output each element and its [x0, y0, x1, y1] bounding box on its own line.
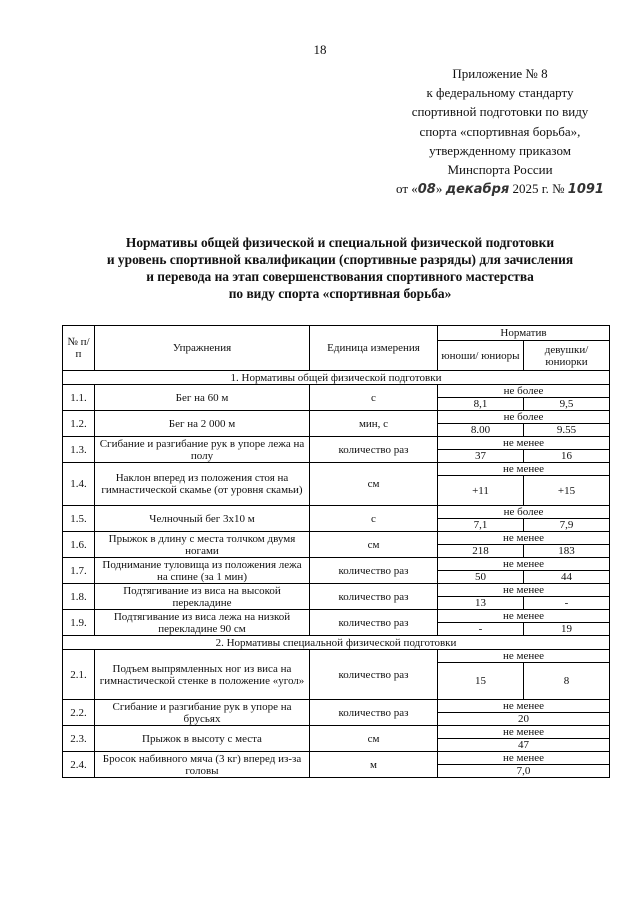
- row-exercise: Бросок набивного мяча (3 кг) вперед из-за головы: [95, 752, 310, 778]
- row-unit: с: [310, 385, 438, 411]
- date-prefix: от «: [396, 181, 418, 197]
- row-number: 1.9.: [63, 610, 95, 636]
- table-row: [63, 532, 610, 545]
- appendix-line: спортивной подготовки по виду: [411, 104, 589, 120]
- row-condition: не менее: [438, 726, 610, 739]
- row-value-girls: 183: [524, 545, 610, 558]
- row-number: 1.3.: [63, 437, 95, 463]
- row-value-boys: 7,1: [438, 519, 524, 532]
- row-number: 1.5.: [63, 506, 95, 532]
- table-row: [63, 610, 610, 623]
- row-condition: не менее: [438, 650, 610, 663]
- order-number-handwritten: 1091: [567, 182, 604, 198]
- row-condition: не менее: [438, 610, 610, 623]
- row-unit: количество раз: [310, 610, 438, 636]
- row-value-girls: 9,5: [524, 398, 610, 411]
- date-year: 2025 г. №: [509, 181, 568, 197]
- row-exercise: Поднимание туловища из положения лежа на спине (за 1 мин): [95, 558, 310, 584]
- table-row: [63, 437, 610, 450]
- row-number: 1.1.: [63, 385, 95, 411]
- row-value-girls: 16: [524, 450, 610, 463]
- table-row: [63, 463, 610, 476]
- header-exercise: Упражнения: [95, 326, 310, 371]
- row-number: 2.4.: [63, 752, 95, 778]
- row-condition: не менее: [438, 752, 610, 765]
- row-condition: не менее: [438, 532, 610, 545]
- row-number: 1.8.: [63, 584, 95, 610]
- row-exercise: Подтягивание из виса лежа на низкой перекладине 90 см: [95, 610, 310, 636]
- row-value-girls: +15: [524, 476, 610, 506]
- row-unit: количество раз: [310, 584, 438, 610]
- row-condition: не более: [438, 411, 610, 424]
- row-value-boys: 15: [438, 663, 524, 700]
- section-title: 1. Нормативы общей физической подготовки: [63, 371, 610, 385]
- row-exercise: Подтягивание из виса на высокой перекладине: [95, 584, 310, 610]
- header-girls: девушки/ юниорки: [524, 341, 610, 371]
- row-value-girls: 9.55: [524, 424, 610, 437]
- row-unit: с: [310, 506, 438, 532]
- order-date-line: [380, 179, 620, 199]
- row-unit: мин, с: [310, 411, 438, 437]
- row-value-boys: -: [438, 623, 524, 636]
- row-unit: см: [310, 532, 438, 558]
- row-unit: см: [310, 726, 438, 752]
- row-value-boys: 13: [438, 597, 524, 610]
- row-number: 2.1.: [63, 650, 95, 700]
- row-exercise: Бег на 2 000 м: [95, 411, 310, 437]
- table-row: [63, 584, 610, 597]
- title-line: по виду спорта «спортивная борьба»: [228, 286, 452, 301]
- appendix-block: [380, 64, 620, 199]
- row-number: 1.6.: [63, 532, 95, 558]
- appendix-line: Приложение № 8: [452, 66, 548, 81]
- row-value-boys: 8,1: [438, 398, 524, 411]
- table-row: [63, 506, 610, 519]
- row-number: 2.2.: [63, 700, 95, 726]
- row-value-both: 47: [438, 739, 610, 752]
- row-value-both: 20: [438, 713, 610, 726]
- header-norm: Норматив: [438, 326, 610, 341]
- date-mid: »: [435, 181, 446, 197]
- table-row: [63, 558, 610, 571]
- section-title: 2. Нормативы специальной физической подготовки: [63, 636, 610, 650]
- row-unit: количество раз: [310, 650, 438, 700]
- date-month-handwritten: декабря: [445, 182, 510, 198]
- row-value-girls: 19: [524, 623, 610, 636]
- row-number: 1.2.: [63, 411, 95, 437]
- row-unit: см: [310, 463, 438, 506]
- standards-table: [62, 325, 610, 778]
- row-condition: не менее: [438, 584, 610, 597]
- row-value-girls: -: [524, 597, 610, 610]
- row-condition: не более: [438, 506, 610, 519]
- row-value-boys: 218: [438, 545, 524, 558]
- section-row: [63, 636, 610, 650]
- table-row: [63, 700, 610, 713]
- row-value-boys: +11: [438, 476, 524, 506]
- table-row: [63, 752, 610, 765]
- row-exercise: Бег на 60 м: [95, 385, 310, 411]
- row-value-girls: 7,9: [524, 519, 610, 532]
- row-value-girls: 44: [524, 571, 610, 584]
- row-value-boys: 37: [438, 450, 524, 463]
- row-unit: м: [310, 752, 438, 778]
- header-unit: Единица измерения: [310, 326, 438, 371]
- table-row: [63, 650, 610, 663]
- row-exercise: Прыжок в длину с места толчком двумя ногами: [95, 532, 310, 558]
- row-condition: не менее: [438, 437, 610, 450]
- row-number: 1.7.: [63, 558, 95, 584]
- row-exercise: Сгибание и разгибание рук в упоре лежа на полу: [95, 437, 310, 463]
- row-exercise: Наклон вперед из положения стоя на гимнастической скамье (от уровня скамьи): [95, 463, 310, 506]
- row-number: 1.4.: [63, 463, 95, 506]
- page-number: 18: [313, 42, 327, 57]
- row-exercise: Челночный бег 3х10 м: [95, 506, 310, 532]
- row-number: 2.3.: [63, 726, 95, 752]
- row-value-boys: 50: [438, 571, 524, 584]
- title-line: Нормативы общей физической и специальной физической подготовки: [125, 235, 555, 250]
- row-unit: количество раз: [310, 700, 438, 726]
- row-exercise: Прыжок в высоту с места: [95, 726, 310, 752]
- title-line: и уровень спортивной квалификации (спортивные разряды) для зачисления: [106, 252, 574, 267]
- row-unit: количество раз: [310, 558, 438, 584]
- row-condition: не более: [438, 385, 610, 398]
- row-condition: не менее: [438, 463, 610, 476]
- row-exercise: Сгибание и разгибание рук в упоре на брусьях: [95, 700, 310, 726]
- table-body: [63, 371, 610, 778]
- row-unit: количество раз: [310, 437, 438, 463]
- appendix-line: к федеральному стандарту: [426, 85, 574, 101]
- row-condition: не менее: [438, 700, 610, 713]
- header-boys: юноши/ юниоры: [438, 341, 524, 371]
- row-value-girls: 8: [524, 663, 610, 700]
- document-title: [60, 234, 620, 302]
- table-row: [63, 385, 610, 398]
- date-day-handwritten: 08: [417, 182, 436, 198]
- row-value-both: 7,0: [438, 765, 610, 778]
- section-row: [63, 371, 610, 385]
- appendix-line: спорта «спортивная борьба»,: [419, 123, 581, 139]
- row-value-boys: 8.00: [438, 424, 524, 437]
- row-condition: не менее: [438, 558, 610, 571]
- appendix-line: Минспорта России: [447, 162, 553, 178]
- row-exercise: Подъем выпрямленных ног из виса на гимнастической стенке в положение «угол»: [95, 650, 310, 700]
- title-line: и перевода на этап совершенствования спортивного мастерства: [146, 269, 534, 284]
- table-row: [63, 411, 610, 424]
- header-num: № п/п: [63, 326, 95, 371]
- appendix-line: утвержденному приказом: [429, 142, 571, 158]
- table-row: [63, 726, 610, 739]
